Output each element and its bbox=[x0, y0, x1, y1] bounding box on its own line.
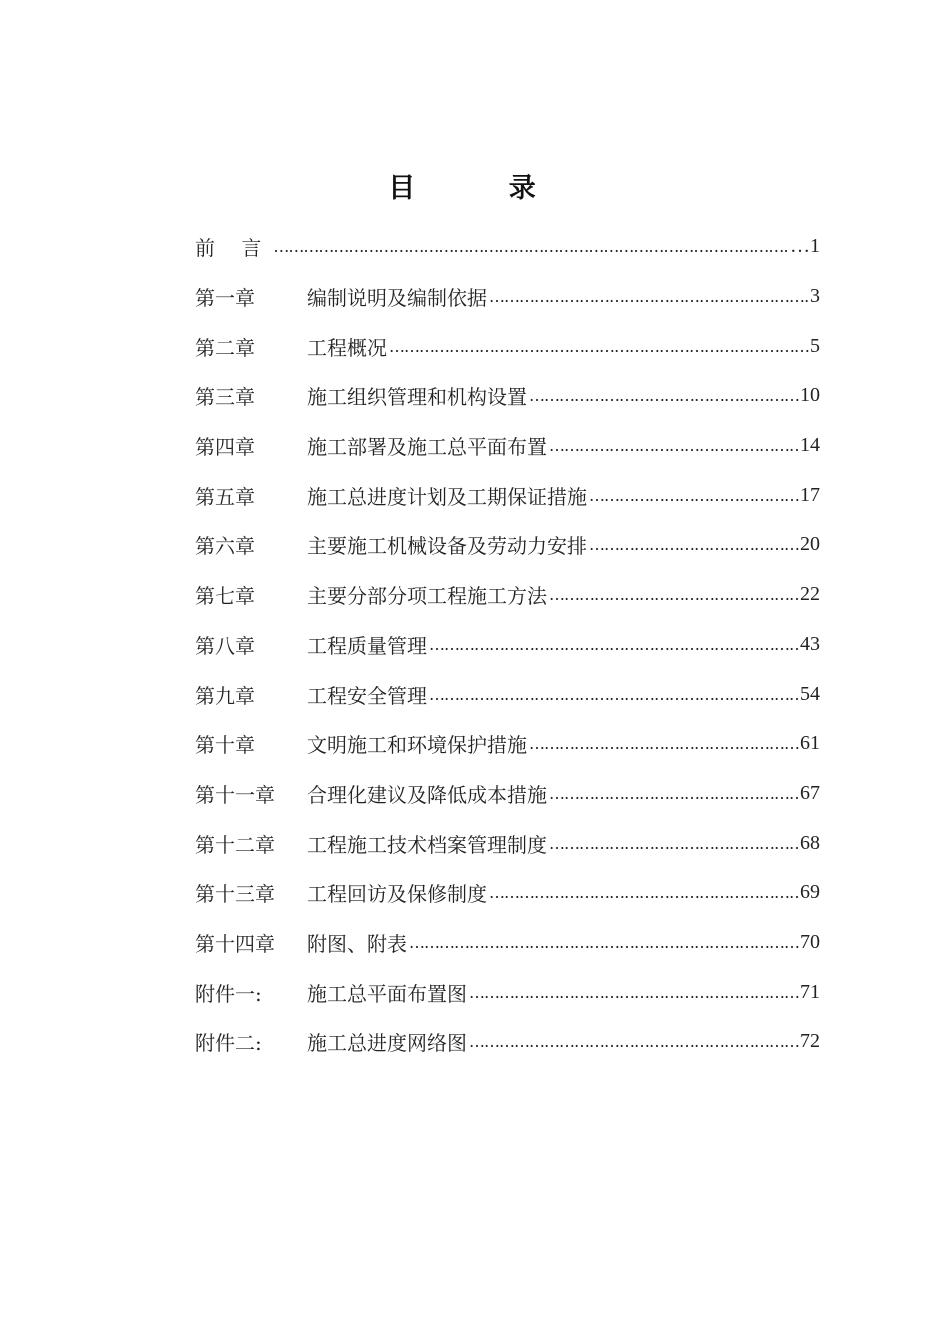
toc-page-number: 10 bbox=[800, 384, 820, 407]
toc-chapter-label: 第十一章 bbox=[195, 782, 275, 807]
toc-chapter-label: 前 言 bbox=[195, 236, 272, 261]
toc-entry[interactable] bbox=[195, 371, 820, 421]
toc-entry-title: 工程概况 bbox=[307, 335, 387, 360]
toc-chapter-label: 第十四章 bbox=[195, 931, 275, 956]
toc-page-number: 5 bbox=[810, 334, 820, 357]
toc-entry-title: 编制说明及编制依据 bbox=[307, 286, 487, 311]
toc-entry[interactable] bbox=[195, 470, 820, 520]
toc-entry[interactable] bbox=[195, 918, 820, 968]
toc-page-number: 43 bbox=[800, 632, 820, 655]
toc-chapter-label: 第四章 bbox=[195, 435, 255, 460]
toc-entry-title: 工程质量管理 bbox=[307, 633, 427, 658]
toc-leader-dots bbox=[387, 337, 810, 356]
toc-chapter-label: 第二章 bbox=[195, 335, 255, 360]
toc-entry-title: 工程施工技术档案管理制度 bbox=[307, 832, 547, 857]
toc-entry[interactable] bbox=[195, 620, 820, 670]
toc-page-number: …1 bbox=[790, 235, 820, 258]
toc-chapter-label: 第九章 bbox=[195, 683, 255, 708]
toc-chapter-label: 附件一: bbox=[195, 981, 262, 1006]
toc-page-number: 14 bbox=[800, 434, 820, 457]
toc-entry-title: 施工组织管理和机构设置 bbox=[307, 385, 527, 410]
toc-chapter-label: 第六章 bbox=[195, 534, 255, 559]
toc-page-number: 68 bbox=[800, 831, 820, 854]
toc-chapter-label: 第五章 bbox=[195, 484, 255, 509]
toc-chapter-label: 第七章 bbox=[195, 584, 255, 609]
toc-page-number: 17 bbox=[800, 483, 820, 506]
toc-leader-dots bbox=[427, 685, 800, 704]
toc-leader-dots bbox=[527, 386, 800, 405]
toc-entry-title: 施工总进度网络图 bbox=[307, 1031, 467, 1056]
toc-page-number: 70 bbox=[800, 930, 820, 953]
toc-leader-dots bbox=[547, 834, 800, 853]
toc-entry[interactable] bbox=[195, 967, 820, 1017]
toc-entry-title: 合理化建议及降低成本措施 bbox=[307, 782, 547, 807]
toc-page-number: 54 bbox=[800, 682, 820, 705]
toc-entry-title: 施工总进度计划及工期保证措施 bbox=[307, 484, 587, 509]
toc-leader-dots bbox=[587, 535, 800, 554]
toc-page-number: 3 bbox=[810, 285, 820, 308]
toc-page-number: 67 bbox=[800, 781, 820, 804]
toc-leader-dots bbox=[467, 983, 800, 1002]
toc-page-number: 22 bbox=[800, 583, 820, 606]
toc-chapter-label: 第一章 bbox=[195, 286, 255, 311]
toc-page-number: 20 bbox=[800, 533, 820, 556]
toc-leader-dots bbox=[487, 883, 800, 902]
toc-chapter-label: 第八章 bbox=[195, 633, 255, 658]
toc-entry-title: 文明施工和环境保护措施 bbox=[307, 733, 527, 758]
toc-chapter-label: 第十二章 bbox=[195, 832, 275, 857]
toc-page-number: 69 bbox=[800, 881, 820, 904]
toc-leader-dots bbox=[547, 784, 800, 803]
toc-chapter-label: 第十三章 bbox=[195, 882, 275, 907]
toc-leader-dots bbox=[527, 734, 800, 753]
toc-chapter-label: 第十章 bbox=[195, 733, 255, 758]
toc-leader-dots bbox=[587, 486, 800, 505]
toc-entry-title: 施工部署及施工总平面布置 bbox=[307, 435, 547, 460]
toc-entry[interactable] bbox=[195, 818, 820, 868]
toc-entry-title: 主要施工机械设备及劳动力安排 bbox=[307, 534, 587, 559]
toc-leader-dots bbox=[427, 635, 800, 654]
toc-entry[interactable] bbox=[195, 669, 820, 719]
toc-entry[interactable] bbox=[195, 769, 820, 819]
toc-page-number: 72 bbox=[800, 1030, 820, 1053]
toc-entry-title: 主要分部分项工程施工方法 bbox=[307, 584, 547, 609]
toc-entry[interactable] bbox=[195, 1017, 820, 1067]
toc-leader-dots bbox=[547, 585, 800, 604]
toc-entry-title: 工程回访及保修制度 bbox=[307, 882, 487, 907]
toc-entry[interactable] bbox=[195, 421, 820, 471]
toc-page-number: 61 bbox=[800, 732, 820, 755]
toc-leader-dots bbox=[547, 436, 800, 455]
toc-leader-dots bbox=[487, 287, 810, 306]
toc-entry-title: 附图、附表 bbox=[307, 931, 407, 956]
toc-page-number: 71 bbox=[800, 980, 820, 1003]
toc-entry[interactable] bbox=[195, 868, 820, 918]
toc-entry[interactable] bbox=[195, 719, 820, 769]
toc-entry[interactable] bbox=[195, 570, 820, 620]
toc-entry[interactable] bbox=[195, 321, 820, 371]
toc-entry-title: 工程安全管理 bbox=[307, 683, 427, 708]
toc-entry[interactable] bbox=[195, 520, 820, 570]
toc-leader-dots bbox=[407, 933, 800, 952]
toc-leader-dots bbox=[271, 237, 790, 256]
toc-leader-dots bbox=[467, 1032, 800, 1051]
page-title: 目 录 bbox=[388, 173, 578, 204]
toc-chapter-label: 附件二: bbox=[195, 1031, 262, 1056]
table-of-contents bbox=[195, 222, 820, 1067]
toc-entry-preface[interactable] bbox=[195, 222, 820, 272]
toc-entry[interactable] bbox=[195, 272, 820, 322]
toc-entry-title: 施工总平面布置图 bbox=[307, 981, 467, 1006]
toc-chapter-label: 第三章 bbox=[195, 385, 255, 410]
